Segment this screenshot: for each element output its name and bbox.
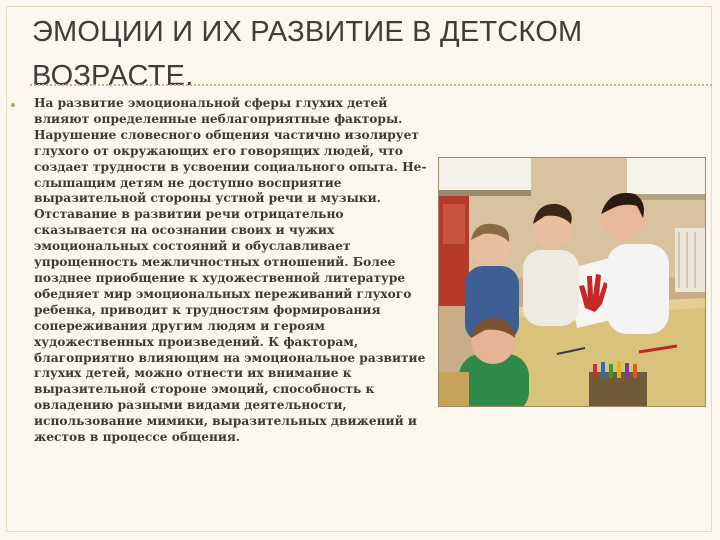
slide-body-text: На развитие эмоциональной сферы глухих детей влияют определенные неблагоприятные факторы. Нарушение словесного общения частично изолирует глухого от окружающих его говорящих людей, что создает трудности в усвоении социального опыта. Не-слышащим детям не доступно восприятие выразительной стороны устной речи и музыки. Отставание в развитии речи отрицательно сказывается на осознании своих и чужих эмоциональных состояний и обуславливает упрощенность межличностных отношений. Более позднее приобщение к художественной литературе обедняет мир эмоциональных переживаний глухого ребенка, приводит к трудностям формирования сопереживания другим людям и героям художественных произведений. К факторам, благоприятно влияющим на эмоциональное развитие глухих детей, можно отнести их внимание к выразительной стороне эмоций, способность к овладению разными видами деятельности, использование мимики, выразительных движений и жестов в процессе общения. [34, 96, 427, 445]
title-divider [30, 84, 712, 86]
bullet-dot-icon [11, 103, 15, 107]
classroom-photo [438, 157, 706, 407]
slide-title: ЭМОЦИИ И ИХ РАЗВИТИЕ В ДЕТСКОМ ВОЗРАСТЕ. [32, 16, 583, 92]
